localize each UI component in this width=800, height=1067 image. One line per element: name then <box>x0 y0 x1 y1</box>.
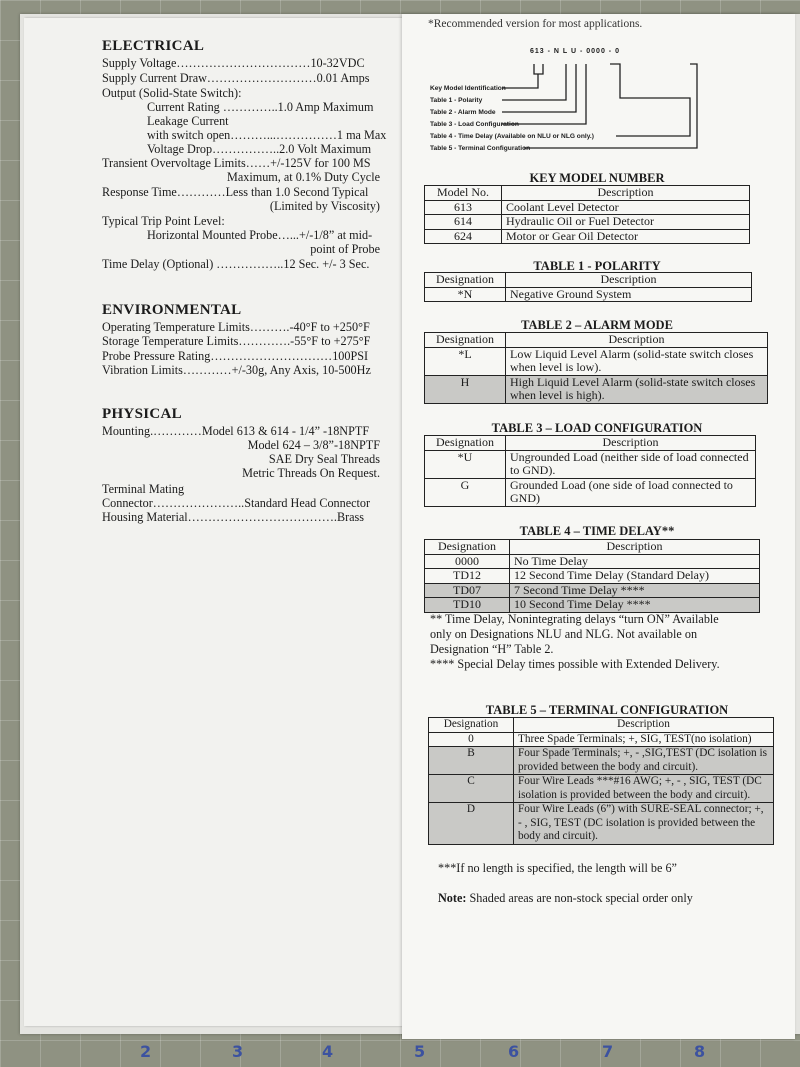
spec-voltage-drop: Voltage Drop……………..2.0 Volt Maximum <box>147 142 372 156</box>
table1-polarity <box>424 272 752 302</box>
diagram-label-table2: Table 2 - Alarm Mode <box>430 109 496 116</box>
col-header: Designation <box>425 273 506 288</box>
spec-mounting-624: Model 624 – 3/8”-18NPTF <box>247 438 380 452</box>
diagram-label-table4: Table 4 - Time Delay (Available on NLU or NLG only.) <box>430 133 594 140</box>
spec-operating-temp: Operating Temperature Limits……….-40°F to +250°F <box>102 320 370 334</box>
col-header: Description <box>502 186 750 201</box>
diagram-label-table1: Table 1 - Polarity <box>430 97 483 104</box>
shaded-areas-note: Note: Shaded areas are non-stock special order only <box>438 891 693 905</box>
table-row: 614 Hydraulic Oil or Fuel Detector <box>425 215 750 230</box>
col-header: Description <box>506 273 752 288</box>
electrical-heading: ELECTRICAL <box>102 38 205 54</box>
table-row: *N Negative Ground System <box>425 287 752 302</box>
spec-response-note: (Limited by Viscosity) <box>269 199 380 213</box>
key-model-title: KEY MODEL NUMBER <box>529 171 665 185</box>
environmental-heading: ENVIRONMENTAL <box>102 302 242 318</box>
table-row: TD10 10 Second Time Delay **** <box>425 598 760 613</box>
col-header: Description <box>510 540 760 555</box>
spec-vibration: Vibration Limits…………+/-30g, Any Axis, 10-500Hz <box>102 363 371 377</box>
spec-trip-point: Typical Trip Point Level: <box>102 214 225 228</box>
table-row: 624 Motor or Gear Oil Detector <box>425 229 750 244</box>
mat-number: 3 <box>232 1042 244 1061</box>
mat-number: 2 <box>140 1042 152 1061</box>
spec-response-time: Response Time…………Less than 1.0 Second Typical <box>102 185 369 199</box>
col-header: Designation <box>425 436 506 451</box>
table5-footnote: ***If no length is specified, the length will be 6” <box>438 861 677 875</box>
diagram-label-table5: Table 5 - Terminal Configuration <box>430 145 531 152</box>
table-row: TD12 12 Second Time Delay (Standard Delay) <box>425 569 760 584</box>
table-row: *U Ungrounded Load (neither side of load connected to GND). <box>425 450 756 478</box>
diagram-label-key: Key Model Identification <box>430 85 506 92</box>
table3-title: TABLE 3 – LOAD CONFIGURATION <box>491 421 703 435</box>
table-row: C Four Wire Leads ***#16 AWG; +, - , SIG, TEST (DC isolation is provided between the body and circuit). <box>429 775 774 803</box>
mat-number: 7 <box>602 1042 614 1061</box>
spec-terminal-mating: Terminal Mating <box>102 482 185 496</box>
col-header: Description <box>506 436 756 451</box>
col-header: Description <box>506 333 768 348</box>
right-page <box>402 14 795 1039</box>
key-model-table <box>424 185 750 244</box>
diagram-label-table3: Table 3 - Load Configuration <box>430 121 519 128</box>
table-row: 613 Coolant Level Detector <box>425 200 750 215</box>
spec-transient: Transient Overvoltage Limits……+/-125V for 100 MS <box>102 156 371 170</box>
table4-note-delay: ** Time Delay, Nonintegrating delays “turn ON” Available only on Designations NLU and NLG. Not available on Designation “H” Table 2. <box>430 612 719 656</box>
table-row: G Grounded Load (one side of load connected to GND) <box>425 478 756 506</box>
table-row: 0 Three Spade Terminals; +, SIG, TEST(no isolation) <box>429 732 774 747</box>
spec-leakage-value: with switch open………...……………1 ma Max <box>147 128 387 142</box>
col-header: Designation <box>425 333 506 348</box>
left-page <box>24 18 414 1026</box>
mat-number: 4 <box>322 1042 334 1061</box>
table5-title: TABLE 5 – TERMINAL CONFIGURATION <box>485 703 729 717</box>
spec-supply-current: Supply Current Draw………………………0.01 Amps <box>102 71 370 85</box>
spec-transient-duty: Maximum, at 0.1% Duty Cycle <box>227 170 380 184</box>
table4-note-special: **** Special Delay times possible with Extended Delivery. <box>430 657 720 671</box>
table2-title: TABLE 2 – ALARM MODE <box>521 318 673 332</box>
spec-supply-voltage: Supply Voltage……………………………10-32VDC <box>102 56 365 70</box>
spec-time-delay: Time Delay (Optional) ……………..12 Sec. +/- 3 Sec. <box>102 257 370 271</box>
mat-number: 8 <box>694 1042 706 1061</box>
model-code-example: 613 - N L U - 0000 - 0 <box>530 48 620 55</box>
physical-heading: PHYSICAL <box>102 406 182 422</box>
spec-housing: Housing Material……………………………….Brass <box>102 510 365 524</box>
spec-trip-horizontal: Horizontal Mounted Probe…...+/-1/8” at mid- <box>147 228 373 242</box>
spec-mounting-metric: Metric Threads On Request. <box>242 466 380 480</box>
spec-probe-pressure: Probe Pressure Rating…………………………100PSI <box>102 349 369 363</box>
table4-title: TABLE 4 – TIME DELAY** <box>519 524 675 538</box>
spec-mounting: Mounting.…………Model 613 & 614 - 1/4” -18NPTF <box>102 424 370 438</box>
mat-number: 5 <box>414 1042 426 1061</box>
col-header: Description <box>514 718 774 733</box>
table1-title: TABLE 1 - POLARITY <box>533 259 661 273</box>
spec-output: Output (Solid-State Switch): <box>102 86 242 100</box>
spec-trip-midpoint: point of Probe <box>310 242 380 256</box>
recommended-note: *Recommended version for most applications. <box>428 18 643 30</box>
table5-terminal-config <box>428 717 774 845</box>
table-row: 0000 No Time Delay <box>425 554 760 569</box>
table2-alarm-mode <box>424 332 768 404</box>
col-header: Designation <box>425 540 510 555</box>
table-row: *L Low Liquid Level Alarm (solid-state switch closes when level is low). <box>425 347 768 375</box>
table-row: D Four Wire Leads (6”) with SURE-SEAL connector; +, - , SIG, TEST (DC isolation is provided between the body and circuit). <box>429 803 774 845</box>
table-row: H High Liquid Level Alarm (solid-state switch closes when level is high). <box>425 375 768 403</box>
table-row: TD07 7 Second Time Delay **** <box>425 583 760 598</box>
table3-load-config <box>424 435 756 507</box>
spec-current-rating: Current Rating …………..1.0 Amp Maximum <box>147 100 374 114</box>
spec-connector: Connector…………………..Standard Head Connector <box>102 496 371 510</box>
table-row: B Four Spade Terminals; +, - ,SIG,TEST (DC isolation is provided between the body and circuit). <box>429 747 774 775</box>
spec-mounting-sae: SAE Dry Seal Threads <box>268 452 380 466</box>
col-header: Model No. <box>425 186 502 201</box>
spec-storage-temp: Storage Temperature Limits………….-55°F to +275°F <box>102 334 371 348</box>
spec-leakage-current: Leakage Current <box>147 114 229 128</box>
mat-number: 6 <box>508 1042 520 1061</box>
col-header: Designation <box>429 718 514 733</box>
table4-time-delay <box>424 539 760 613</box>
